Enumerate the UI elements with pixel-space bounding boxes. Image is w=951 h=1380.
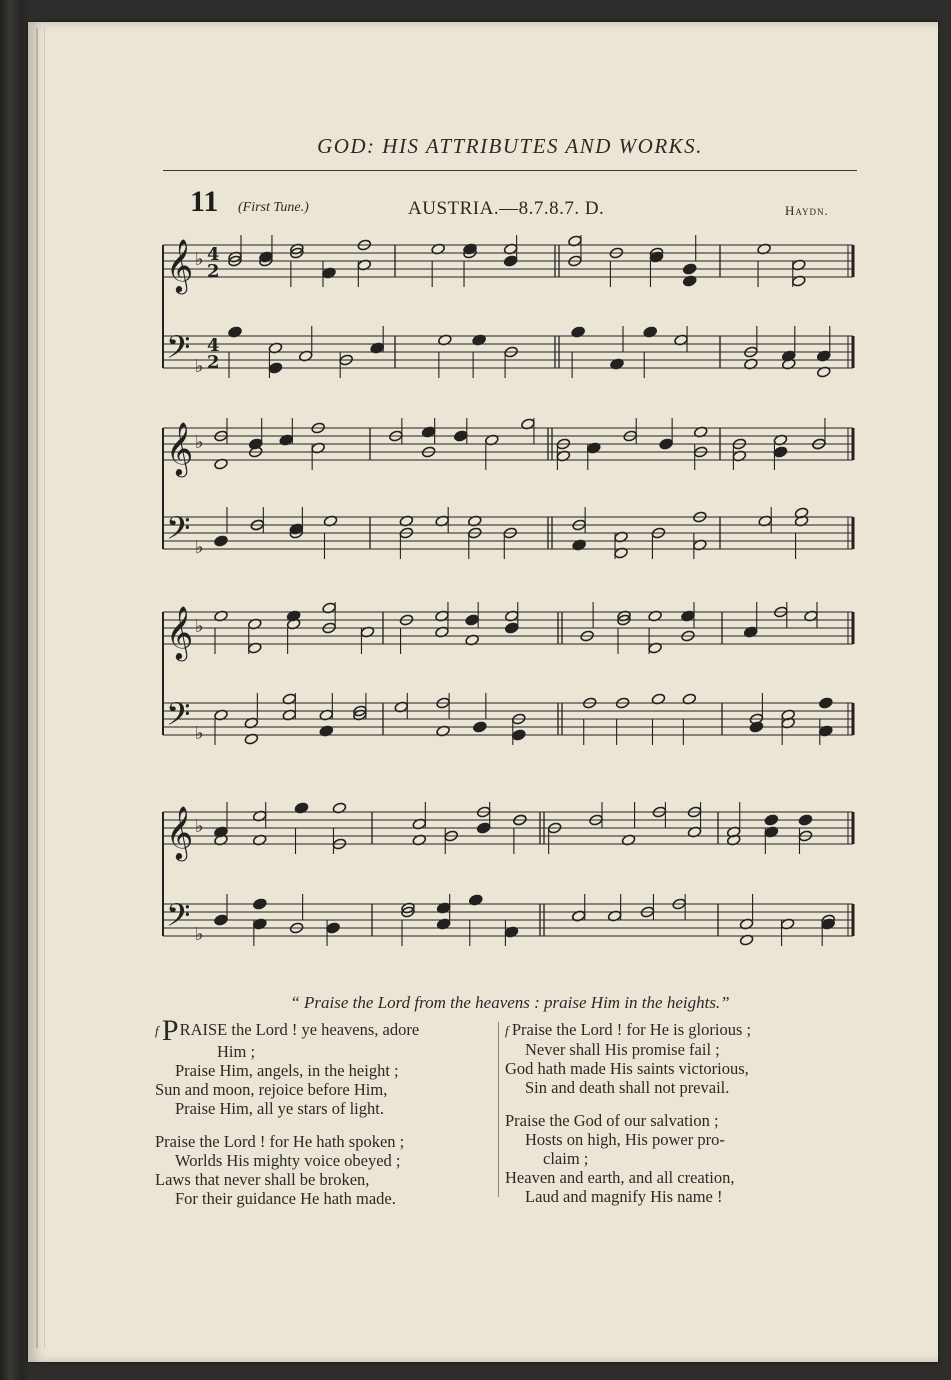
treble-clef: 𝄞: [166, 605, 194, 659]
verse-line: [505, 1040, 845, 1059]
time-signature-bottom: 2: [207, 261, 220, 282]
column-divider: [498, 1022, 499, 1197]
note-head: [682, 263, 697, 275]
note-head: [214, 914, 229, 926]
verse-line: [155, 1189, 500, 1208]
verse-text: Praise the God of our salvation ;: [505, 1111, 719, 1130]
flat-sign: ♭: [195, 432, 204, 453]
flat-sign: ♭: [195, 723, 204, 744]
verse-text: Worlds His mighty voice obeyed ;: [175, 1151, 401, 1170]
note-head: [659, 438, 674, 450]
bass-clef: 𝄢: [166, 329, 191, 373]
verse-text: God hath made His saints victorious,: [505, 1059, 749, 1078]
tune-label: (First Tune.): [238, 200, 309, 215]
verse-text: For their guidance He hath made.: [175, 1189, 396, 1208]
time-signature-top: 4: [207, 335, 220, 356]
verse-text: Him ;: [217, 1042, 256, 1061]
verse-line: [155, 1099, 500, 1118]
note-head: [214, 535, 229, 547]
flat-sign: ♭: [195, 816, 204, 837]
verse-line: [505, 1111, 845, 1130]
verse-text: Praise the Lord ! for He hath spoken ;: [155, 1132, 405, 1151]
flat-sign: ♭: [195, 537, 204, 558]
bass-clef: 𝄢: [166, 897, 191, 941]
verse-column-right: [505, 1020, 845, 1206]
flat-sign: ♭: [195, 924, 204, 945]
verse-line: [155, 1042, 500, 1061]
flat-sign: ♭: [195, 356, 204, 377]
note-head: [512, 729, 527, 741]
bass-clef: 𝄢: [166, 696, 191, 740]
note-head: [253, 898, 268, 910]
verse-line: [505, 1168, 845, 1187]
verse-text: Sun and moon, rejoice before Him,: [155, 1080, 388, 1099]
bass-clef: 𝄢: [166, 510, 191, 554]
dynamic-mark: f: [505, 1023, 512, 1038]
composer-name: Haydn.: [785, 203, 829, 218]
note-head: [503, 255, 518, 267]
verse-line: [155, 1014, 500, 1047]
flat-sign: ♭: [195, 616, 204, 637]
drop-cap: P: [161, 1014, 179, 1047]
verse-line: [505, 1130, 845, 1149]
verse-line: [155, 1080, 500, 1099]
note-head: [473, 721, 488, 733]
note-head: [476, 822, 491, 834]
treble-clef: 𝄞: [166, 421, 194, 475]
note-head: [819, 697, 834, 709]
flat-sign: ♭: [195, 249, 204, 270]
note-head: [326, 922, 341, 934]
running-head: GOD: HIS ATTRIBUTES AND WORKS.: [317, 134, 703, 158]
verse-line: [505, 1020, 845, 1040]
note-head: [773, 446, 788, 458]
verse-line: [155, 1170, 500, 1189]
verse-text: Praise the Lord ! for He is glorious ;: [511, 1020, 752, 1039]
treble-clef: 𝄞: [166, 805, 194, 859]
verse-column-left: [155, 1014, 500, 1208]
verse-text: Never shall His promise fail ;: [525, 1040, 720, 1059]
verse-text: RAISE the Lord ! ye heavens, adore: [179, 1020, 420, 1039]
note-head: [798, 814, 813, 826]
verse-line: [505, 1187, 845, 1206]
hymn-epigraph: “ Praise the Lord from the heavens : praise Him in the heights.”: [290, 993, 730, 1012]
verse-text: Praise Him, all ye stars of light.: [175, 1099, 384, 1118]
verse-line: [155, 1061, 500, 1080]
tune-name: AUSTRIA.—8.7.8.7. D.: [408, 198, 605, 219]
time-signature-top: 4: [207, 244, 220, 265]
note-head: [764, 814, 779, 826]
time-signature-bottom: 2: [207, 352, 220, 373]
hymn-number: 11: [190, 185, 219, 218]
stanza-gap: [505, 1097, 845, 1111]
verse-line: [505, 1078, 845, 1097]
treble-clef: 𝄞: [166, 238, 194, 292]
verse-line: [505, 1059, 845, 1078]
verse-text: Laws that never shall be broken,: [155, 1170, 370, 1189]
note-head: [454, 430, 469, 442]
verse-line: [505, 1149, 845, 1168]
verse-text: Laud and magnify His name !: [525, 1187, 723, 1206]
verse-text: Praise Him, angels, in the height ;: [175, 1061, 399, 1080]
verse-text: claim ;: [543, 1149, 589, 1168]
stanza-gap: [155, 1118, 500, 1132]
verse-line: [155, 1151, 500, 1170]
verse-text: Hosts on high, His power pro-: [525, 1130, 725, 1149]
verse-line: [155, 1132, 500, 1151]
verse-text: Sin and death shall not prevail.: [525, 1078, 730, 1097]
dynamic-mark: f: [155, 1023, 162, 1038]
verse-text: Heaven and earth, and all creation,: [505, 1168, 735, 1187]
note-head: [465, 614, 480, 626]
note-head: [504, 622, 519, 634]
note-head: [268, 362, 283, 374]
